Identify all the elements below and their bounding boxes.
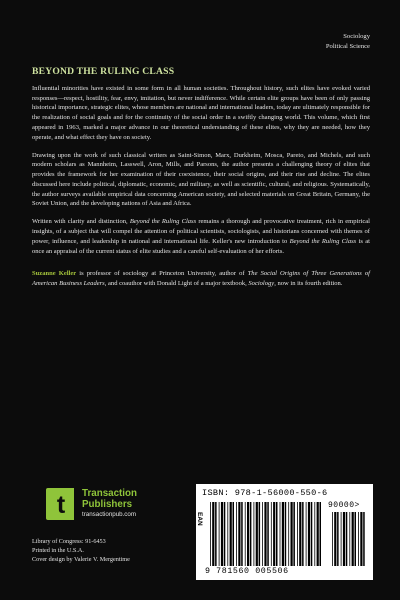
addon-digits: 90000> [328, 501, 360, 510]
imprint-line: Cover design by Valerie V. Mergentime [32, 556, 130, 564]
description-text [32, 84, 370, 297]
book-title-italic: The Social Origins of Three Generations of American Business Leaders [32, 270, 371, 287]
subject-label: Sociology [343, 33, 370, 40]
text: Written with clarity and distinction, [32, 218, 130, 226]
barcode-digits: 9 781560 005506 [205, 567, 289, 576]
publisher-url: transactionpub.com [82, 511, 136, 518]
book-title: BEYOND THE RULING CLASS [32, 66, 175, 77]
imprint-info [32, 537, 130, 565]
text: remains a thorough and provocative treatment, rich in empirical insights, of a subject that will compel the attention of political scientists, sociologists, and historians concerned with themes of power, influence, and leadership in national and international life. Keller's new introduction to [32, 218, 370, 245]
transaction-logo-icon [44, 487, 76, 520]
book-title-italic: Beyond the Ruling Class [129, 218, 197, 226]
text: , and coauthor with Donald Light of a major textbook, [104, 279, 249, 287]
addon-barcode-icon [332, 512, 366, 566]
publisher-name-line: Publishers [82, 499, 133, 510]
publisher-name-line: Transaction [82, 488, 137, 499]
book-title-italic: Sociology [248, 279, 275, 287]
text: , now in its fourth edition. [274, 279, 343, 287]
author-bio [32, 269, 370, 288]
imprint-line: Printed in the U.S.A. [32, 547, 84, 555]
paragraph [32, 217, 370, 256]
paragraph: Influential minorities have existed in some form in all human societies. Throughout history, such elites have evoked varied responses—respect, hostility, fear, envy, imitation, but never indifference. While certain elite groups have been of only passing historical importance, strategic elites, whose members are national and international leaders, today are ultimately responsible for the realization of social goals and for the continuity of the social order in a swiftly changing world. This volume, which first appeared in 1963, marked a major advance in our theoretical understanding of these elites, why they are needed, how they operate, and what effect they have on society. [32, 85, 370, 141]
text: is professor of sociology at Princeton University, author of [76, 270, 248, 278]
text: is at once an appraisal of the current status of elite studies and a careful self-evaluation of her efforts. [32, 237, 370, 255]
barcode-panel [196, 484, 373, 580]
imprint-line: Library of Congress: 91-6453 [32, 538, 106, 545]
ean-label: EAN [196, 512, 203, 526]
book-title-italic: Beyond the Ruling Class [289, 237, 357, 245]
subject-categories [326, 32, 370, 51]
publisher-logo [36, 487, 206, 521]
publisher-name [82, 488, 137, 510]
logo-letter: t [56, 491, 66, 519]
isbn-label: ISBN: 978-1-56000-550-6 [202, 488, 328, 498]
paragraph: Drawing upon the work of such classical writers as Saint-Simon, Marx, Durkheim, Mosca, Pareto, and Michels, and such modern scholars as Mannheim, Lasswell, Aron, Mills, and Parsons, the author presents a challenging theory of elites that provides the framework for her examination of their coexistence, their social origins, and their rise and decline. The elites discussed here include political, diplomatic, economic, and military, as well as scientific, cultural, and religious. Systematically, the author surveys available empirical data concerning American society, and selected materials on Great Britain, Germany, the Soviet Union, and the developing nations of Asia and Africa. [32, 151, 370, 208]
author-name: Suzanne Keller [32, 270, 77, 278]
barcode-icon [210, 502, 322, 566]
subject-label: Political Science [325, 42, 370, 50]
